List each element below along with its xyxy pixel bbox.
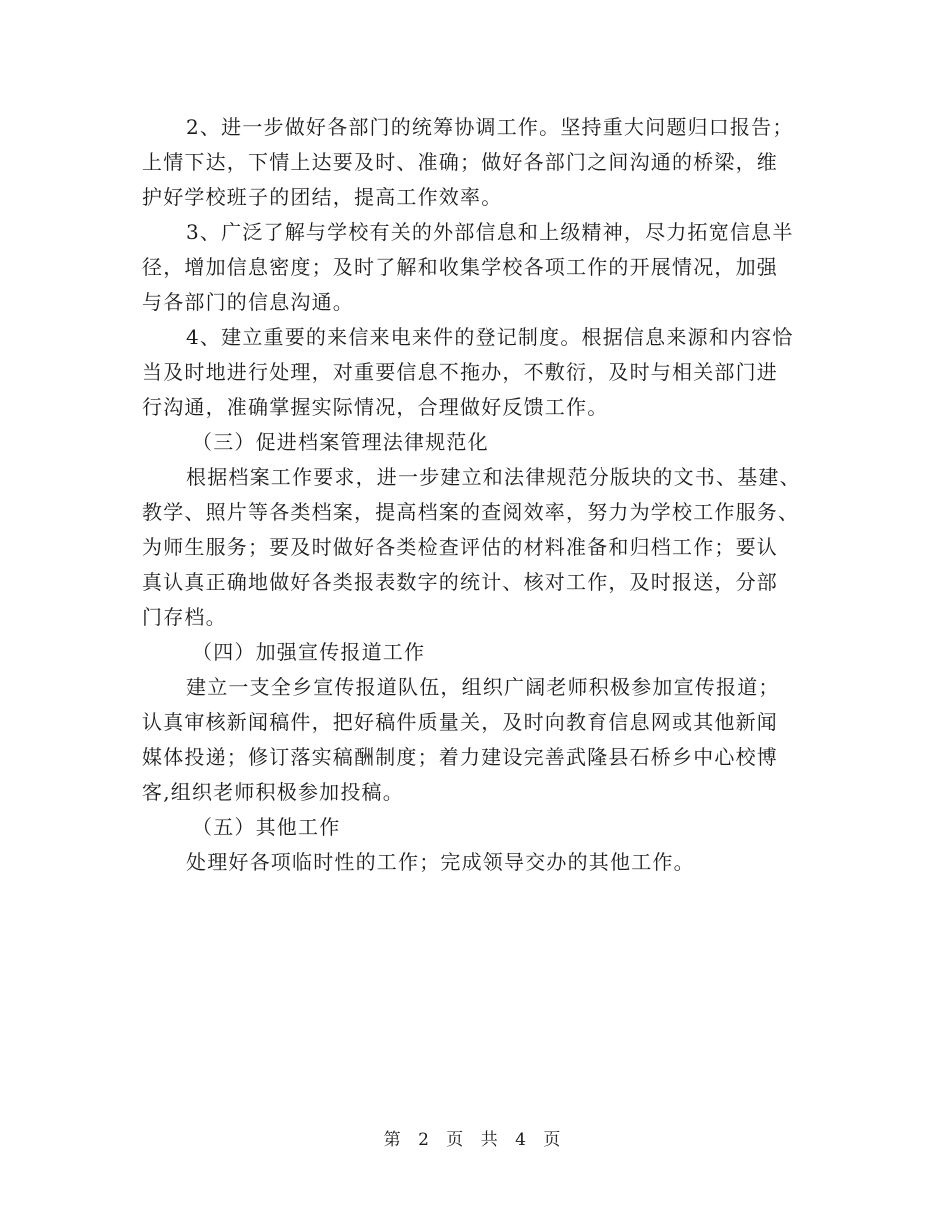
publicity-paragraph-line-2: 认真审核新闻稿件，把好稿件质量关，及时向教育信息网或其他新闻 (142, 710, 778, 734)
publicity-paragraph-line-3: 媒体投递；修订落实稿酬制度；着力建设完善武隆县石桥乡中心校博 (142, 745, 778, 769)
archive-paragraph-line-1: 根据档案工作要求，进一步建立和法律规范分版块的文书、基建、 (186, 465, 801, 489)
paragraph-4-line-2: 当及时地进行处理，对重要信息不拖办，不敷衍，及时与相关部门进 (142, 360, 778, 384)
paragraph-2-line-3: 护好学校班子的团结，提高工作效率。 (142, 185, 503, 209)
paragraph-4-line-3: 行沟通，准确掌握实际情况，合理做好反馈工作。 (142, 395, 609, 419)
paragraph-3-line-1: 3、广泛了解与学校有关的外部信息和上级精神，尽力拓宽信息半 (186, 220, 794, 244)
publicity-paragraph-line-1: 建立一支全乡宣传报道队伍，组织广阔老师积极参加宣传报道； (186, 675, 780, 699)
paragraph-2-line-1: 2、进一步做好各部门的统筹协调工作。坚持重大问题归口报告； (186, 115, 794, 139)
paragraph-2-line-2: 上情下达，下情上达要及时、准确；做好各部门之间沟通的桥梁，维 (142, 150, 778, 174)
paragraph-3-line-3: 与各部门的信息沟通。 (142, 290, 354, 314)
archive-paragraph-line-5: 门存档。 (142, 605, 227, 629)
archive-paragraph-line-4: 真认真正确地做好各类报表数字的统计、核对工作，及时报送，分部 (142, 570, 778, 594)
section-heading-4: （四）加强宣传报道工作 (192, 640, 426, 664)
paragraph-4-line-1: 4、建立重要的来信来电来件的登记制度。根据信息来源和内容恰 (186, 325, 794, 349)
section-heading-5: （五）其他工作 (192, 815, 341, 839)
archive-paragraph-line-3: 为师生服务；要及时做好各类检查评估的材料准备和归档工作；要认 (142, 535, 778, 559)
page-number-footer: 第 2 页 共 4 页 (383, 1130, 567, 1150)
archive-paragraph-line-2: 教学、照片等各类档案，提高档案的查阅效率，努力为学校工作服务、 (142, 500, 800, 524)
document-body (142, 110, 810, 880)
section-heading-3: （三）促进档案管理法律规范化 (192, 430, 489, 454)
paragraph-3-line-2: 径，增加信息密度；及时了解和收集学校各项工作的开展情况，加强 (142, 255, 778, 279)
publicity-paragraph-line-4: 客,组织老师积极参加投稿。 (142, 780, 404, 804)
other-work-paragraph: 处理好各项临时性的工作；完成领导交办的其他工作。 (186, 850, 695, 874)
